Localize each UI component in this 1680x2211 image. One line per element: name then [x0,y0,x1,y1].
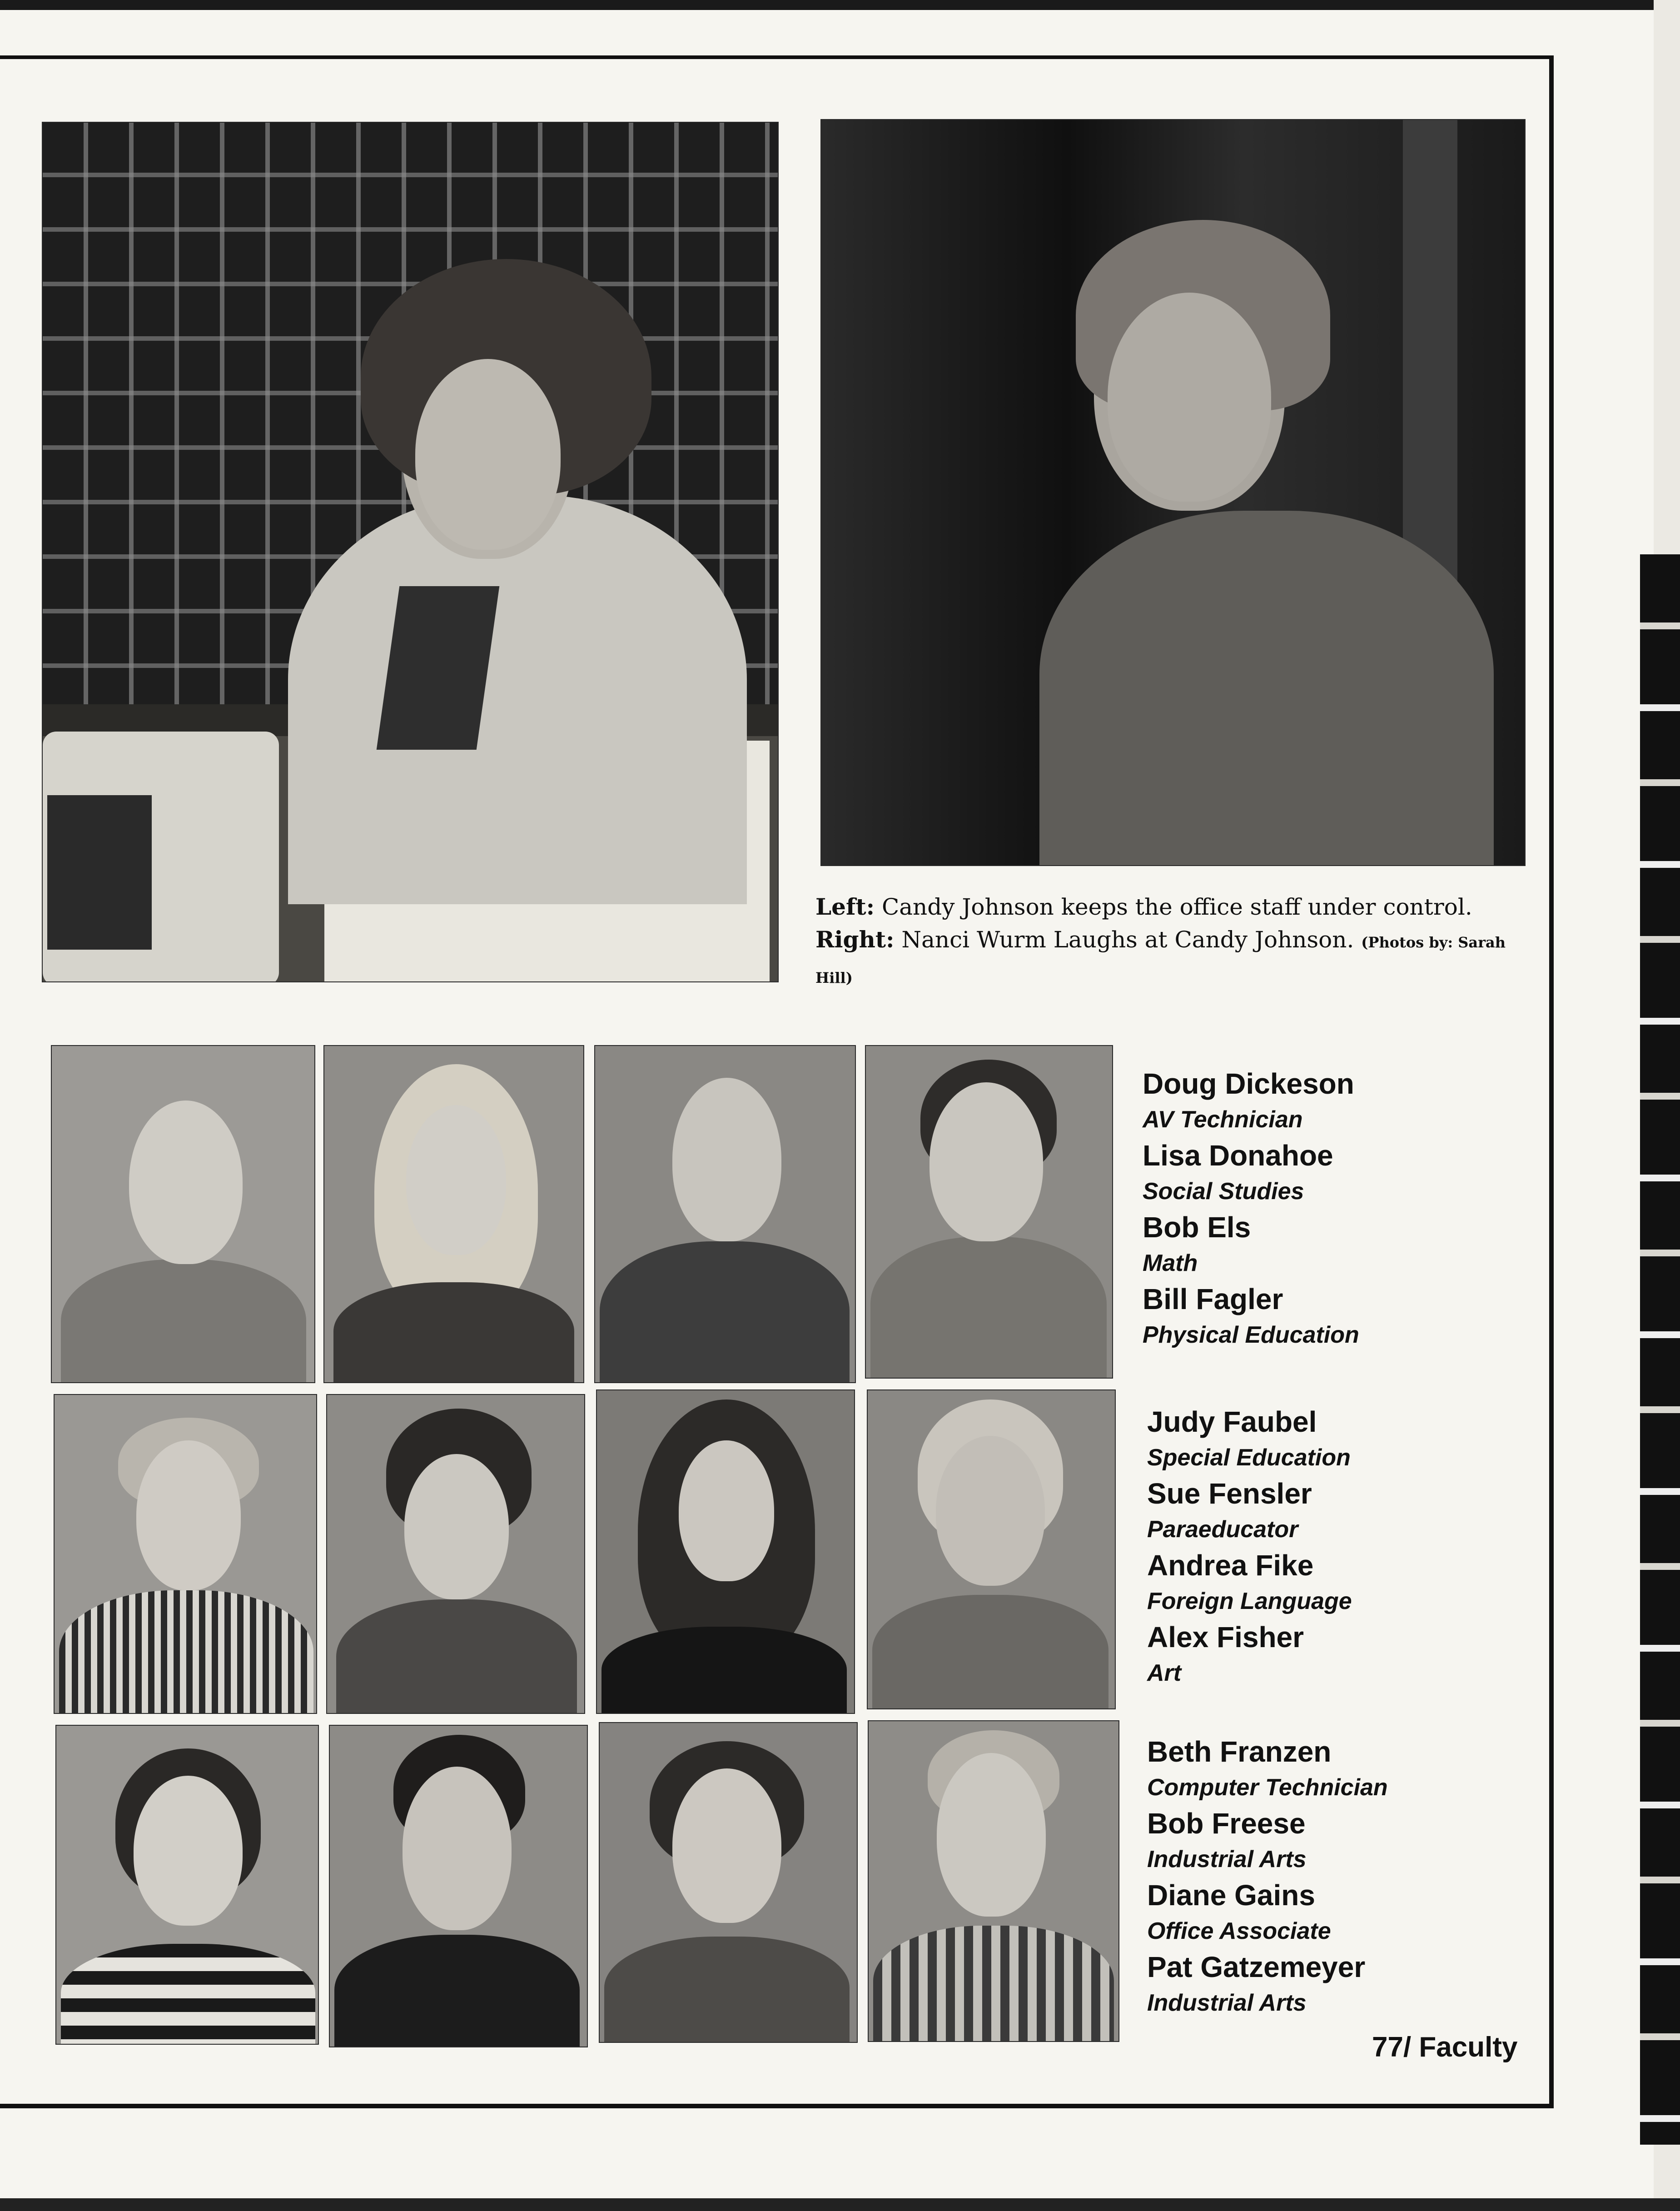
page-border-right [1549,55,1554,2108]
portrait-andrea-fike [596,1389,855,1714]
photo-credit: (Photos by: Sarah Hill) [815,934,1506,986]
portrait-beth-franzen [55,1725,319,2045]
portrait-alex-fisher [867,1389,1116,1709]
person-name: Judy Faubel [1147,1405,1317,1438]
person-name: Lisa Donahoe [1143,1139,1333,1172]
person-role: Computer Technician [1147,1774,1388,1801]
person-name: Alex Fisher [1147,1621,1304,1653]
scan-edge-top [0,0,1680,10]
person-name: Doug Dickeson [1143,1067,1354,1100]
portrait-judy-faubel [54,1394,317,1714]
person-role: Paraeducator [1147,1516,1298,1543]
portrait-sue-fensler [326,1394,585,1714]
person-name: Sue Fensler [1147,1477,1312,1510]
portrait-bill-fagler [865,1045,1113,1379]
portrait-lisa-donahoe [323,1045,584,1383]
scan-edge-bottom [0,2198,1680,2211]
person-role: Industrial Arts [1147,1990,1307,2016]
person-name: Andrea Fike [1147,1549,1314,1582]
person-name: Bill Fagler [1143,1283,1283,1315]
caption-left-text: Candy Johnson keeps the office staff under control. [881,894,1472,920]
person-role: Art [1147,1660,1182,1686]
photo-caption [815,891,1538,994]
page-border-bottom [0,2104,1554,2108]
caption-right-text: Nanci Wurm Laughs at Candy Johnson. [901,926,1354,953]
portrait-bob-freese [329,1725,588,2047]
candy-johnson-photo [42,122,779,982]
person-role: Social Studies [1143,1178,1304,1205]
person-role: Math [1143,1250,1198,1276]
portrait-doug-dickeson [51,1045,315,1383]
caption-left-label: Left: [815,893,875,920]
name-list-group-3 [1147,1734,1388,2021]
person-role: Office Associate [1147,1918,1331,1944]
person-role: Foreign Language [1147,1588,1352,1614]
person-name: Bob Freese [1147,1807,1306,1840]
page-border-top [0,55,1554,59]
portrait-diane-gains [599,1722,858,2043]
nanci-wurm-photo [820,119,1526,866]
person-name: Pat Gatzemeyer [1147,1951,1366,1983]
portrait-bob-els [594,1045,856,1383]
person-role: AV Technician [1143,1106,1303,1133]
person-name: Diane Gains [1147,1879,1315,1912]
name-list-group-1 [1143,1066,1359,1353]
person-name: Bob Els [1143,1211,1251,1244]
caption-right-label: Right: [815,926,895,953]
book-binding [1640,554,1680,2145]
person-role: Special Education [1147,1444,1351,1471]
portrait-pat-gatzemeyer [868,1720,1119,2042]
person-role: Industrial Arts [1147,1846,1307,1872]
person-role: Physical Education [1143,1322,1359,1348]
page-number: 77/ Faculty [1372,2032,1518,2063]
person-name: Beth Franzen [1147,1735,1332,1768]
name-list-group-2 [1147,1404,1352,1691]
